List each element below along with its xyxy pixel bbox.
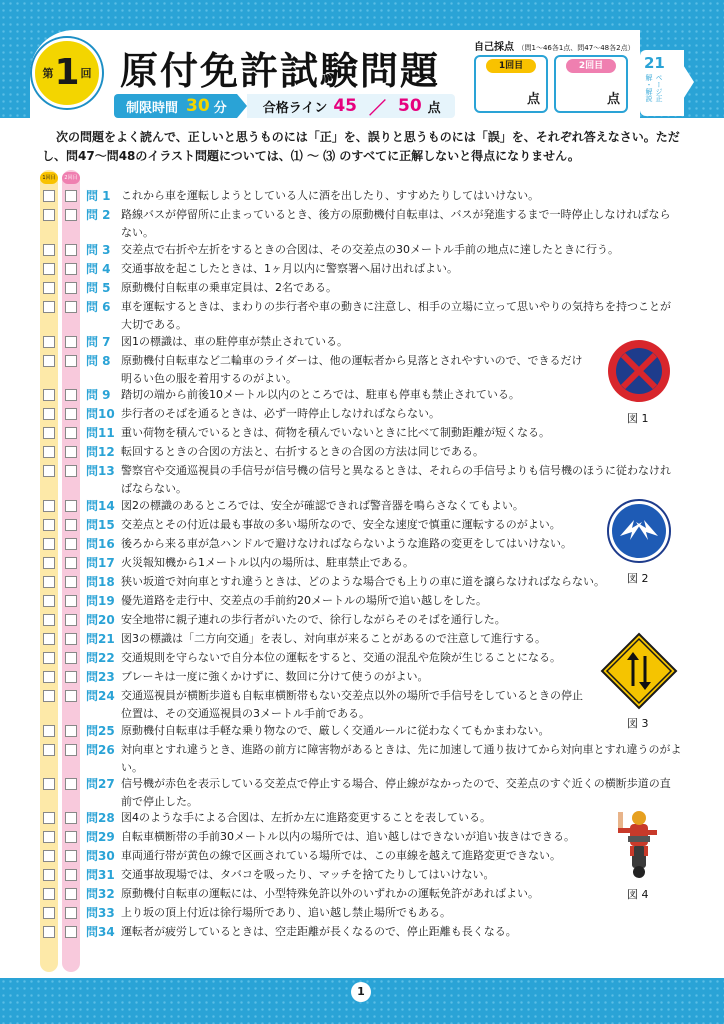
question-number: 問33 (86, 906, 115, 920)
question-number: 問22 (86, 651, 115, 665)
checkbox-second[interactable] (65, 633, 77, 645)
question-number: 問15 (86, 518, 115, 532)
question-text: 原動機付自転車の乗車定員は、2名である。 (121, 281, 337, 294)
score-first-unit: 点 (526, 92, 540, 107)
question-text: 路線バスが停留所に止まっているとき、後方の原動機付自転車は、バスが発進するまで一時停止しなければなら (121, 208, 671, 221)
checkbox-first[interactable] (43, 850, 55, 862)
checkbox-second[interactable] (65, 778, 77, 790)
tab-arrow-icon (680, 60, 694, 104)
question-text: 狭い坂道で対向車とすれ違うときは、どのような場合でも上りの車に道を譲らなければならない。 (121, 575, 605, 588)
checkbox-second[interactable] (65, 519, 77, 531)
checkbox-first[interactable] (43, 465, 55, 477)
pass-line (247, 94, 455, 118)
score-cell-first[interactable] (474, 55, 548, 113)
checkbox-second[interactable] (65, 408, 77, 420)
question-text: 図4のような手による合図は、左折か左に進路変更することを表している。 (121, 811, 491, 824)
checkbox-first[interactable] (43, 519, 55, 531)
question-text: 図2の標識のあるところでは、安全が確認できれば警音器を鳴らさなくてもよい。 (121, 499, 524, 512)
checkbox-second[interactable] (65, 209, 77, 221)
question-text: 図3の標識は「二方向交通」を表し、対向車が来ることがあるので注意して進行する。 (121, 632, 546, 645)
pass-label: 合格ライン (262, 100, 328, 116)
pass-value: 45 (333, 96, 357, 116)
checkbox-second[interactable] (65, 244, 77, 256)
question-text-cont: ばならない。 (121, 482, 187, 495)
checkbox-second[interactable] (65, 652, 77, 664)
checkbox-second[interactable] (65, 595, 77, 607)
checkbox-first[interactable] (43, 831, 55, 843)
checkbox-second[interactable] (65, 263, 77, 275)
figure-4-label: 図 4 (627, 888, 649, 901)
checkbox-first[interactable] (43, 633, 55, 645)
question-number: 問32 (86, 887, 115, 901)
question-number: 問14 (86, 499, 115, 513)
question-number: 問17 (86, 556, 115, 570)
figure-3-label: 図 3 (627, 717, 649, 730)
question-text: 安全地帯に親子連れの歩行者がいたので、徐行しながらそのそばを通行した。 (121, 613, 506, 626)
checkbox-second[interactable] (65, 725, 77, 737)
question-text: 火災報知機から1メートル以内の場所は、駐車禁止である。 (121, 556, 414, 569)
checkbox-second[interactable] (65, 869, 77, 881)
question-text: 原動機付自転車は手軽な乗り物なので、厳しく交通ルールに従わなくてもかまわない。 (121, 724, 550, 737)
checkbox-first[interactable] (43, 263, 55, 275)
checkbox-second[interactable] (65, 446, 77, 458)
question-text: 交通事故を起こしたときは、1ヶ月以内に警察署へ届け出ればよい。 (121, 262, 458, 275)
checkbox-second[interactable] (65, 850, 77, 862)
question-text-cont: 前で停止した。 (121, 795, 198, 808)
page-number: 1 (351, 982, 371, 1002)
score-note: （問1〜46各1点、問47〜48各2点） (517, 44, 635, 52)
checkbox-first[interactable] (43, 446, 55, 458)
checkbox-first[interactable] (43, 744, 55, 756)
question-text-cont: 大切である。 (121, 318, 187, 331)
checkbox-first[interactable] (43, 812, 55, 824)
page-title: 原付免許試験問題 (120, 49, 441, 93)
question-text: 車両通行帯が黄色の線で区画されている場所では、この車線を越えて進路変更できない。 (121, 849, 561, 862)
instructions: 次の問題をよく読んで、正しいと思うものには「正」を、誤りと思うものには「誤」を、それぞれ答えなさい。ただし、問47〜問48のイラスト問題については、⑴ 〜 ⑶ のすべてに正解しないと得点になりません。 (42, 130, 680, 163)
question-number: 問27 (86, 777, 115, 791)
figure-2-label: 図 2 (627, 572, 649, 585)
question-text: 優先道路を走行中、交差点の手前約20メートルの場所で追い越しをした。 (121, 594, 487, 607)
checkbox-first[interactable] (43, 614, 55, 626)
time-unit: 分 (213, 100, 227, 116)
checkbox-first[interactable] (43, 725, 55, 737)
two-way-traffic-sign-icon (600, 632, 678, 710)
ref-page-text: ページ正解・解説 (645, 74, 663, 102)
question-number: 問23 (86, 670, 115, 684)
question-number: 問13 (86, 464, 115, 478)
question-text: 転回するときの合図の方法と、右折するときの合図の方法は同じである。 (121, 445, 484, 458)
question-text: 対向車とすれ違うとき、進路の前方に障害物があるときは、先に加速して通り抜けてから対向車とすれ違うのがよ (121, 743, 682, 756)
question-text-cont: 明るい色の服を着用するのがよい。 (121, 372, 297, 385)
checkbox-first[interactable] (43, 282, 55, 294)
checkbox-first[interactable] (43, 389, 55, 401)
ref-page-number: 21 (644, 54, 665, 72)
question-text-cont: ない。 (121, 226, 154, 239)
question-text: 警察官や交通巡視員の手信号が信号機の信号と異なるときは、それらの手信号よりも信号機のほうに従わなけれ (121, 464, 671, 477)
checkbox-first[interactable] (43, 557, 55, 569)
checkbox-first[interactable] (43, 595, 55, 607)
score-second-tag: 2回目 (566, 59, 616, 73)
checkbox-second[interactable] (65, 538, 77, 550)
question-text-cont: 位置は、その交通巡視員の3メートル手前である。 (121, 707, 370, 720)
question-number: 問19 (86, 594, 115, 608)
checkbox-first[interactable] (43, 301, 55, 313)
round-number: 1 (54, 52, 80, 93)
question-number: 問 8 (86, 354, 111, 368)
checkbox-second[interactable] (65, 282, 77, 294)
question-number: 問16 (86, 537, 115, 551)
checkbox-second[interactable] (65, 671, 77, 683)
no-parking-sign-icon (606, 338, 672, 404)
checkbox-first[interactable] (43, 652, 55, 664)
question-text: 図1の標識は、車の駐停車が禁止されている。 (121, 335, 348, 348)
question-text: 信号機が赤色を表示している交差点で停止する場合、停止線がなかったので、交差点のすぐ近くの横断歩道の直 (121, 777, 671, 790)
round-prefix: 第 (42, 67, 54, 80)
question-number: 問 4 (86, 262, 111, 276)
checkbox-first[interactable] (43, 869, 55, 881)
question-text: 原動機付自転車など二輪車のライダーは、他の運転者から見落とされやすいので、できるだけ (121, 354, 583, 367)
figure-1-label: 図 1 (627, 412, 649, 425)
checkbox-first[interactable] (43, 408, 55, 420)
question-text: 踏切の端から前後10メートル以内のところでは、駐車も停車も禁止されている。 (121, 388, 520, 401)
question-number: 問11 (86, 426, 115, 440)
answer-page-tab[interactable] (640, 50, 684, 116)
exam-info (114, 94, 455, 118)
checkbox-second[interactable] (65, 557, 77, 569)
arrow-icon (237, 94, 247, 118)
checkbox-second[interactable] (65, 812, 77, 824)
question-number: 問 5 (86, 281, 111, 295)
checkbox-first[interactable] (43, 500, 55, 512)
motorcyclist-hand-signal-icon (610, 806, 666, 880)
question-text: ブレーキは一度に強くかけずに、数回に分けて使うのがよい。 (121, 670, 429, 683)
second-attempt-tag: 2回目 (62, 172, 80, 184)
score-title (474, 38, 636, 53)
checkbox-second[interactable] (65, 690, 77, 702)
checkbox-second[interactable] (65, 190, 77, 202)
checkbox-first[interactable] (43, 190, 55, 202)
question-text: 後ろから来る車が急ハンドルで避けなければならないような進路の変更をしてはいけない。 (121, 537, 572, 550)
question-text: 上り坂の頂上付近は徐行場所であり、追い越し禁止場所でもある。 (121, 906, 451, 919)
checkbox-second[interactable] (65, 355, 77, 367)
checkbox-first[interactable] (43, 690, 55, 702)
question-number: 問24 (86, 689, 115, 703)
checkbox-second[interactable] (65, 744, 77, 756)
checkbox-first[interactable] (43, 778, 55, 790)
question-number: 問31 (86, 868, 115, 882)
round-suffix: 回 (80, 67, 92, 80)
question-text: 歩行者のそばを通るときは、必ず一時停止しなければならない。 (121, 407, 440, 420)
checkbox-second[interactable] (65, 907, 77, 919)
question-number: 問30 (86, 849, 115, 863)
question-number: 問10 (86, 407, 115, 421)
question-number: 問 3 (86, 243, 111, 257)
score-cell-second[interactable] (554, 55, 628, 113)
checkbox-first[interactable] (43, 244, 55, 256)
round-badge (32, 38, 102, 108)
question-number: 問20 (86, 613, 115, 627)
checkbox-second[interactable] (65, 465, 77, 477)
question-text: 交差点とその付近は最も事故の多い場所なので、安全な速度で慎重に運転するのがよい。 (121, 518, 561, 531)
pass-unit: 点 (427, 100, 441, 116)
question-number: 問29 (86, 830, 115, 844)
score-first-tag: 1回目 (486, 59, 536, 73)
time-limit (114, 94, 237, 118)
question-number: 問 9 (86, 388, 111, 402)
checkbox-second[interactable] (65, 389, 77, 401)
score-second-unit: 点 (606, 92, 620, 107)
checkbox-second[interactable] (65, 500, 77, 512)
score-title-text: 自己採点 (474, 42, 514, 53)
checkbox-second[interactable] (65, 576, 77, 588)
sound-horn-sign-icon (606, 498, 672, 564)
checkbox-second[interactable] (65, 831, 77, 843)
checkbox-first[interactable] (43, 355, 55, 367)
pass-total: 50 (398, 96, 422, 116)
question-number: 問18 (86, 575, 115, 589)
question-number: 問 1 (86, 189, 111, 203)
checkbox-second[interactable] (65, 336, 77, 348)
checkbox-first[interactable] (43, 576, 55, 588)
question-text: 交通規則を守らないで自分本位の運転をすると、交通の混乱や危険が生じることになる。 (121, 651, 561, 664)
checkbox-first[interactable] (43, 888, 55, 900)
checkbox-first[interactable] (43, 336, 55, 348)
question-number: 問34 (86, 925, 115, 939)
checkbox-first[interactable] (43, 926, 55, 938)
time-label: 制限時間 (126, 100, 179, 116)
question-text: 交差点で右折や左折をするときの合図は、その交差点の30メートル手前の地点に達したときに行う。 (121, 243, 619, 256)
pass-separator: ／ (369, 98, 386, 119)
question-text: 運転者が疲労しているときは、空走距離が長くなるので、停止距離も長くなる。 (121, 925, 517, 938)
question-text-cont: い。 (121, 761, 143, 774)
self-score-box (474, 38, 636, 116)
question-text: 自転車横断帯の手前30メートル以内の場所では、追い越しはできないが追い抜きはできる。 (121, 830, 575, 843)
question-text: 交通巡視員が横断歩道も自転車横断帯もない交差点以外の場所で手信号をしているときの停止 (121, 689, 583, 702)
checkbox-second[interactable] (65, 888, 77, 900)
question-number: 問 2 (86, 208, 111, 222)
first-attempt-tag: 1回目 (40, 172, 58, 184)
question-text: 車を運転するときは、まわりの歩行者や車の動きに注意し、相手の立場に立って思いやりの気持ちを持つことが (121, 300, 671, 313)
checkbox-second[interactable] (65, 926, 77, 938)
question-text: 交通事故現場では、タバコを吸ったり、マッチを捨てたりしてはいけない。 (121, 868, 495, 881)
checkbox-first[interactable] (43, 671, 55, 683)
checkbox-first[interactable] (43, 907, 55, 919)
question-text: 原動機付自転車の運転には、小型特殊免許以外のいずれかの運転免許があればよい。 (121, 887, 539, 900)
question-number: 問28 (86, 811, 115, 825)
checkbox-first[interactable] (43, 538, 55, 550)
question-number: 問 6 (86, 300, 111, 314)
question-number: 問 7 (86, 335, 111, 349)
question-text: 重い荷物を積んでいるときは、荷物を積んでいないときに比べて制動距離が短くなる。 (121, 426, 550, 439)
question-text: これから車を運転しようとしている人に酒を出したり、すすめたりしてはいけない。 (121, 189, 540, 202)
time-value: 30 (186, 96, 210, 116)
question-number: 問26 (86, 743, 115, 757)
question-number: 問12 (86, 445, 115, 459)
checkbox-second[interactable] (65, 427, 77, 439)
question-number: 問25 (86, 724, 115, 738)
checkbox-first[interactable] (43, 209, 55, 221)
checkbox-first[interactable] (43, 427, 55, 439)
checkbox-second[interactable] (65, 301, 77, 313)
question-number: 問21 (86, 632, 115, 646)
checkbox-second[interactable] (65, 614, 77, 626)
